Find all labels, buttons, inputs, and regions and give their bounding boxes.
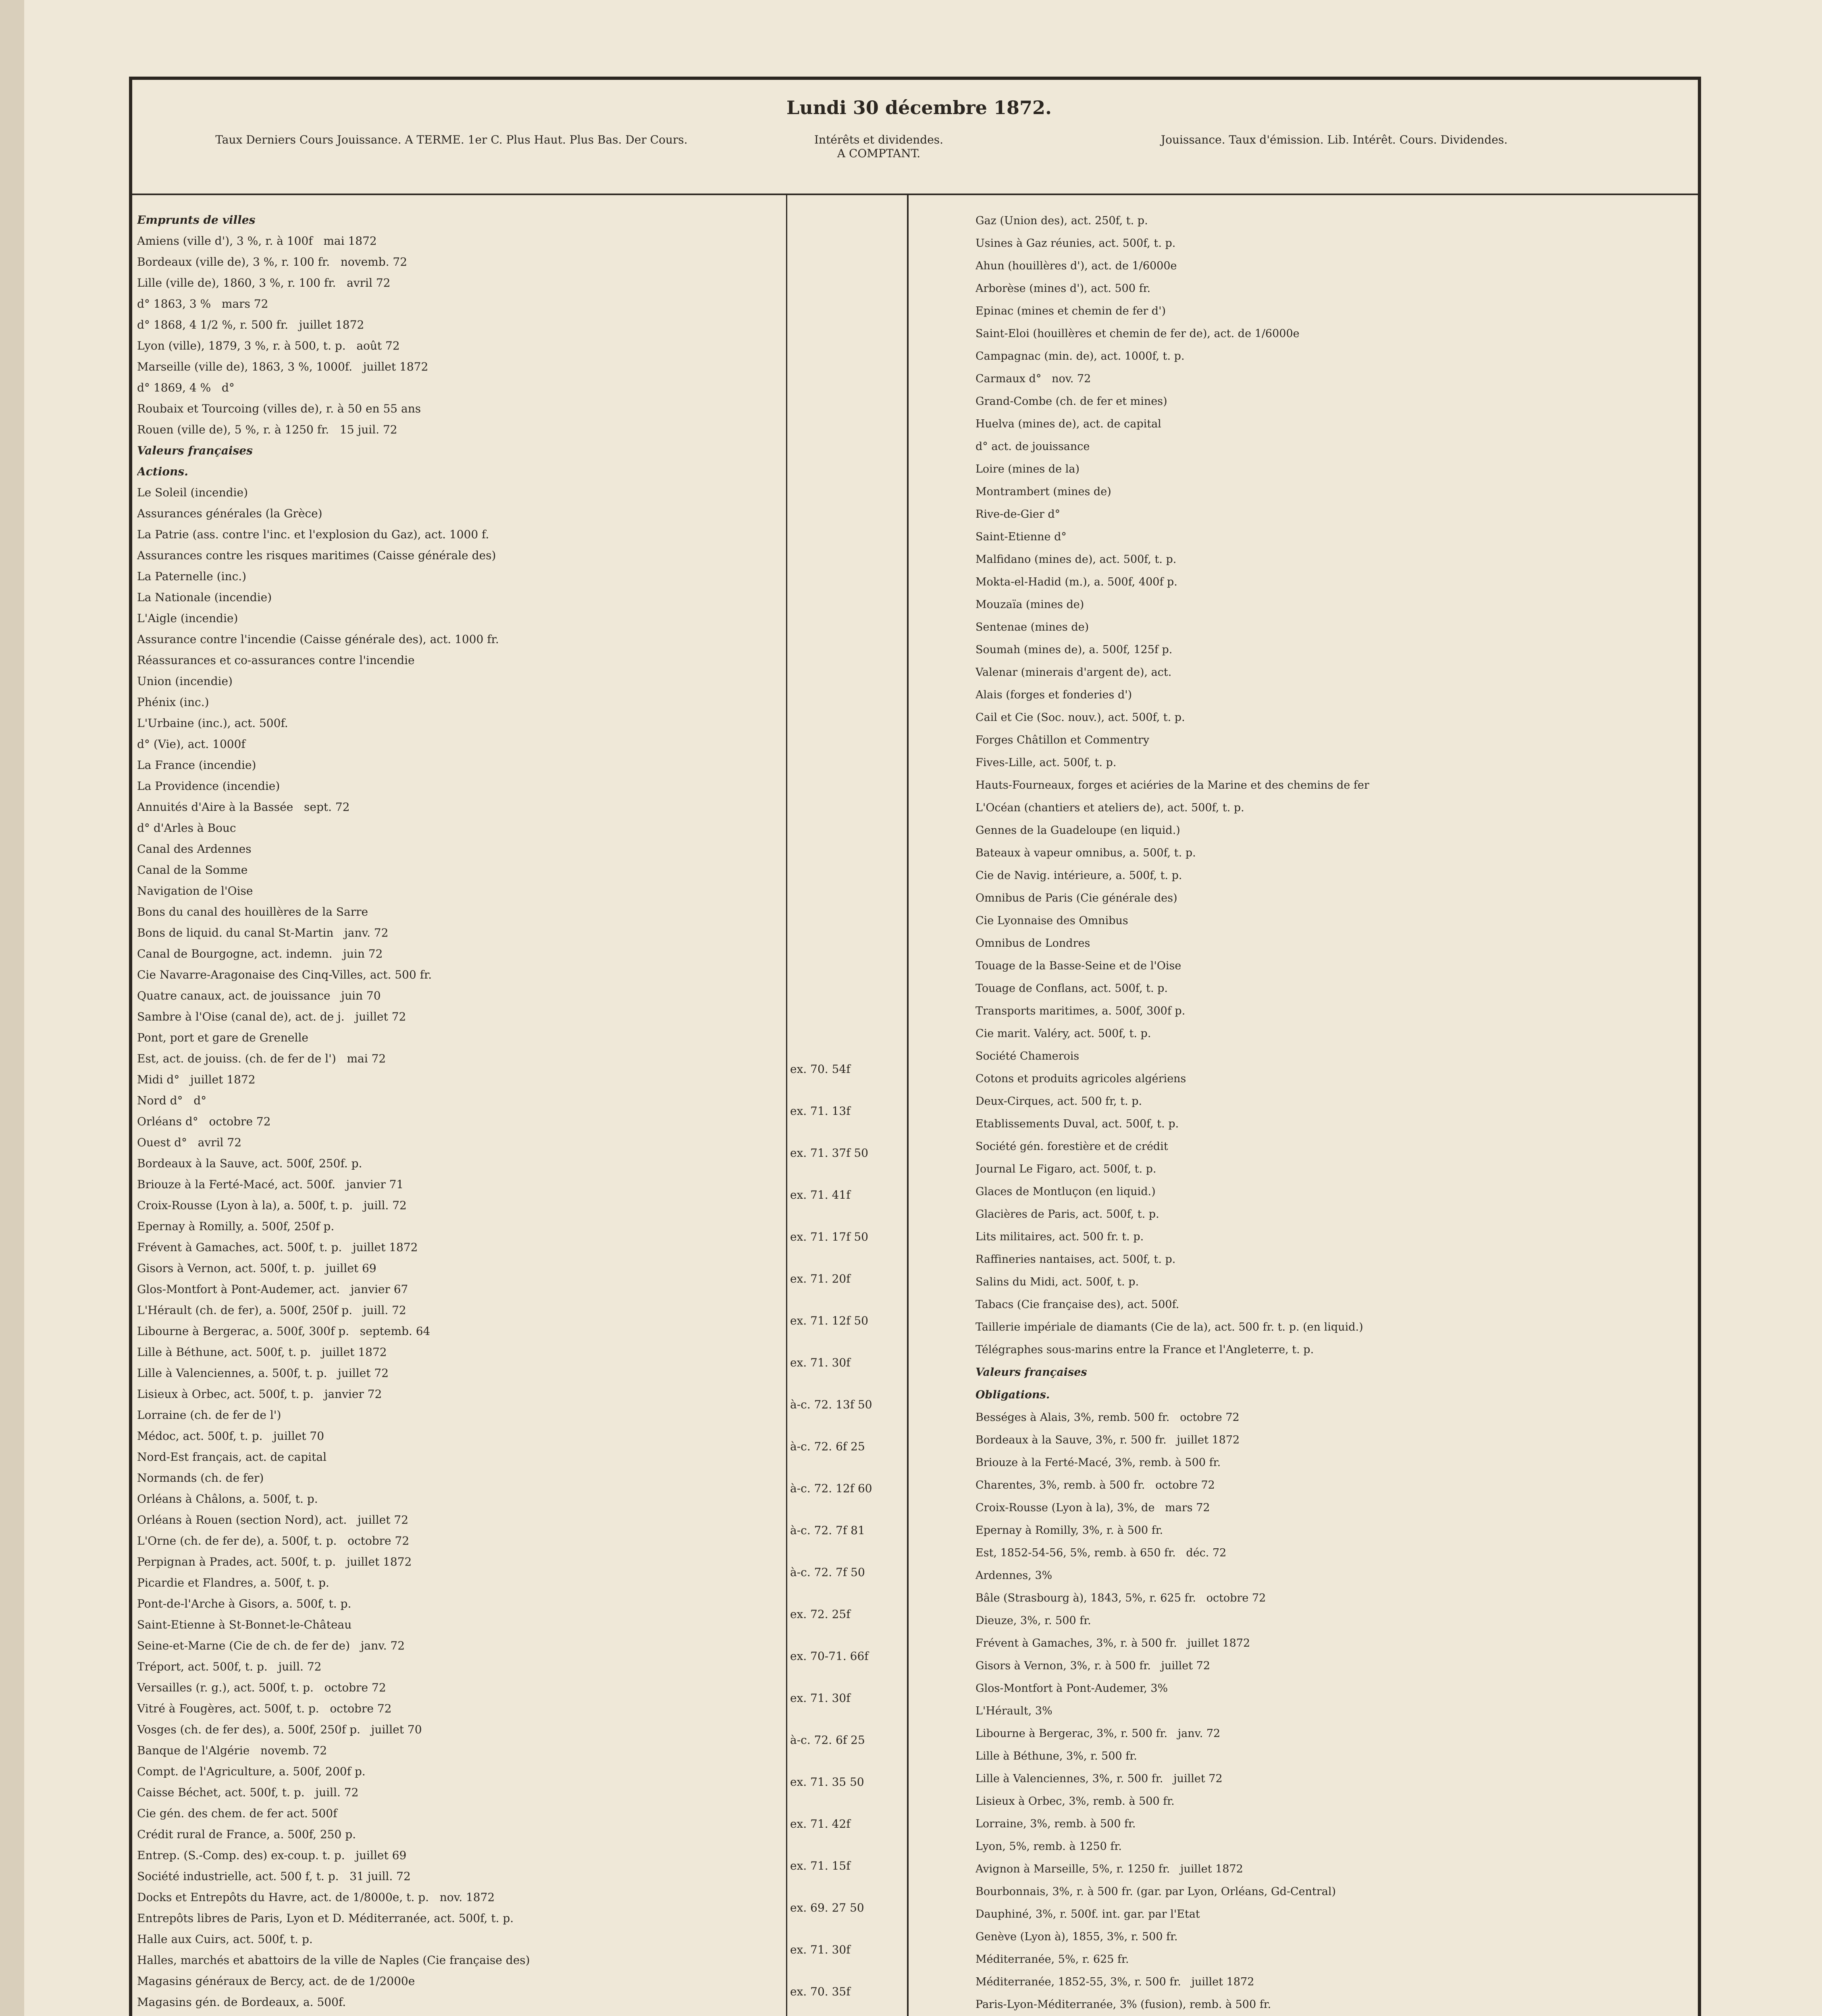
row-text: Dauphiné, 3%, r. 500f. int. gar. par l'Etat [975,1908,1200,1920]
row-text: Est, 1852-54-56, 5%, remb. à 650 fr. déc. 72 [975,1547,1227,1559]
row-text: Lille à Valenciennes, a. 500f, t. p. juillet 72 [137,1366,389,1380]
row-text: Forges Châtillon et Commentry [975,734,1150,746]
row-text: Carmaux d° nov. 72 [975,373,1091,385]
row-text: L'Orne (ch. de fer de), a. 500f, t. p. octobre 72 [137,1534,410,1547]
row-text: ex. 71. 12f 50 [790,1314,869,1327]
row-text: Vosges (ch. de fer des), a. 500f, 250f p. juillet 70 [137,1723,422,1736]
row-text: Salins du Midi, act. 500f, t. p. [975,1276,1139,1288]
row-text: Gennes de la Guadeloupe (en liquid.) [975,824,1180,837]
row-text: Valenar (minerais d'argent de), act. [975,666,1172,679]
row-text: L'Hérault, 3% [975,1705,1052,1717]
row-text: Ardennes, 3% [975,1569,1052,1582]
row-text: Cotons et produits agricoles algériens [975,1073,1186,1085]
row-text: Est, act. de jouiss. (ch. de fer de l') mai 72 [137,1052,386,1065]
row-text: Avignon à Marseille, 5%, r. 1250 fr. juillet 1872 [975,1863,1243,1875]
row-text: Lyon (ville), 1879, 3 %, r. à 500, t. p. août 72 [137,339,400,352]
row-text: Malfidano (mines de), act. 500f, t. p. [975,553,1177,566]
row-text: Saint-Etienne à St-Bonnet-le-Château [137,1618,352,1631]
row-text: Epinac (mines et chemin de fer d') [975,305,1166,317]
row-text: Bateaux à vapeur omnibus, a. 500f, t. p. [975,847,1196,859]
row-text: Société gén. forestière et de crédit [975,1140,1168,1153]
row-text: Société Chamerois [975,1050,1079,1062]
row-text: Epernay à Romilly, 3%, r. à 500 fr. [975,1524,1163,1537]
row-text: Mouzaïa (mines de) [975,598,1084,611]
row-text: Cie Lyonnaise des Omnibus [975,914,1128,927]
row-text: Lyon, 5%, remb. à 1250 fr. [975,1840,1122,1853]
row-text: Compt. de l'Agriculture, a. 500f, 200f p. [137,1765,366,1778]
row-text: Bons du canal des houillères de la Sarre [137,905,368,918]
row-text: Omnibus de Londres [975,937,1090,950]
row-text: Amiens (ville d'), 3 %, r. à 100f mai 1872 [137,234,377,248]
row-text: Cie Navarre-Aragonaise des Cinq-Villes, act. 500 fr. [137,968,432,981]
row-text: Lorraine (ch. de fer de l') [137,1408,281,1422]
middle-column [790,1048,967,2016]
row-text: Loire (mines de la) [975,463,1079,475]
row-text: L'Urbaine (inc.), act. 500f. [137,716,288,730]
row-text: Alais (forges et fonderies d') [975,689,1132,701]
row-text: Crédit rural de France, a. 500f, 250 p. [137,1828,356,1841]
row-text: ex. 71. 41f [790,1188,851,1202]
row-text: Lille (ville de), 1860, 3 %, r. 100 fr. avril 72 [137,276,391,289]
row-text: Charentes, 3%, remb. à 500 fr. octobre 72 [975,1479,1215,1491]
row-text: Saint-Etienne d° [975,531,1067,543]
row-text: Gisors à Vernon, 3%, r. à 500 fr. juillet 72 [975,1660,1211,1672]
row-text: Cie de Navig. intérieure, a. 500f, t. p. [975,869,1182,882]
row-text: Canal de Bourgogne, act. indemn. juin 72 [137,947,383,960]
row-text: Mokta-el-Hadid (m.), a. 500f, 400f p. [975,576,1177,588]
row-text: ex. 70-71. 66f [790,1649,869,1663]
row-text: d° 1868, 4 1/2 %, r. 500 fr. juillet 1872 [137,318,364,331]
row-text: ex. 70. 54f [790,1062,851,1076]
row-text: La Providence (incendie) [137,779,280,793]
row-text: Frévent à Gamaches, 3%, r. à 500 fr. juillet 1872 [975,1637,1250,1649]
row-text: Bességes à Alais, 3%, remb. 500 fr. octobre 72 [975,1411,1240,1424]
row-text: Annuités d'Aire à la Bassée sept. 72 [137,800,350,814]
row-text: Taillerie impériale de diamants (Cie de la), act. 500 fr. t. p. (en liquid.) [975,1321,1363,1333]
row-text: Raffineries nantaises, act. 500f, t. p. [975,1253,1176,1266]
row-text: Réassurances et co-assurances contre l'incendie [137,654,415,667]
row-text: Magasins gén. de Bordeaux, a. 500f. [137,1995,346,2009]
right-column [975,210,1693,2016]
row-text: d° (Vie), act. 1000f [137,737,245,751]
row-text: ex. 71. 13f [790,1104,851,1118]
row-text: à-c. 72. 12f 60 [790,1482,872,1495]
row-text: Touage de Conflans, act. 500f, t. p. [975,982,1168,995]
row-text: Tréport, act. 500f, t. p. juill. 72 [137,1660,322,1673]
row-text: ex. 71. 17f 50 [790,1230,869,1243]
row-text: La Nationale (incendie) [137,591,272,604]
row-text: Orléans à Rouen (section Nord), act. juillet 72 [137,1513,409,1527]
row-text: d° 1863, 3 % mars 72 [137,297,268,310]
left-header-text: Taux [215,133,243,146]
row-text: Rouen (ville de), 5 %, r. à 1250 fr. 15 juil. 72 [137,423,397,436]
row-text: Nord-Est français, act. de capital [137,1450,327,1464]
header-rule [129,194,1701,195]
row-text: Saint-Eloi (houillères et chemin de fer de), act. de 1/6000e [975,327,1300,340]
row-text: Normands (ch. de fer) [137,1471,264,1485]
row-text [790,2013,967,2016]
row-text: d° d'Arles à Bouc [137,821,236,835]
row-text: Obligations. [975,1389,1050,1401]
row-text: à-c. 72. 6f 25 [790,1440,865,1453]
row-text: Croix-Rousse (Lyon à la), 3%, de mars 72 [975,1502,1210,1514]
left-column [137,210,782,2016]
row-text: Libourne à Bergerac, a. 500f, 300f p. septemb. 64 [137,1325,431,1338]
row-text: Perpignan à Prades, act. 500f, t. p. juillet 1872 [137,1555,412,1568]
row-text: d° act. de jouissance [975,440,1090,453]
row-text: Frévent à Gamaches, act. 500f, t. p. juillet 1872 [137,1241,418,1254]
row-text: Lisieux à Orbec, act. 500f, t. p. janvier 72 [137,1387,382,1401]
row-text: ex. 71. 20f [790,1272,851,1285]
row-text: Campagnac (min. de), act. 1000f, t. p. [975,350,1185,362]
row-text: Glos-Montfort à Pont-Audemer, act. janvier 67 [137,1283,408,1296]
row-text: Dieuze, 3%, r. 500 fr. [975,1614,1091,1627]
row-text: Le Soleil (incendie) [137,486,248,499]
row-text: Assurances contre les risques maritimes (Caisse générale des) [137,549,496,562]
row-text: Orléans d° octobre 72 [137,1115,271,1128]
row-text: Valeurs françaises [137,444,253,457]
row-text: Méditerranée, 1852-55, 3%, r. 500 fr. juillet 1872 [975,1976,1254,1988]
left-rule [129,77,132,2016]
row-text: Huelva (mines de), act. de capital [975,418,1161,430]
row-text: ex. 70. 35f [790,1985,851,1998]
row-text: Halle aux Cuirs, act. 500f, t. p. [137,1933,313,1946]
row-text: Touage de la Basse-Seine et de l'Oise [975,960,1181,972]
row-text: d° 1869, 4 % d° [137,381,235,394]
right-header: Jouissance. Taux d'émission. Lib. Intérêt. Cours. Dividendes. [1161,133,1508,146]
right-rule [1698,77,1701,2016]
row-text: Omnibus de Paris (Cie générale des) [975,892,1177,904]
row-text: Cail et Cie (Soc. nouv.), act. 500f, t. p. [975,711,1185,724]
row-text: Usines à Gaz réunies, act. 500f, t. p. [975,237,1176,250]
row-text: Cie marit. Valéry, act. 500f, t. p. [975,1027,1151,1040]
row-text: Sambre à l'Oise (canal de), act. de j. juillet 72 [137,1010,406,1023]
row-text: L'Océan (chantiers et ateliers de), act. 500f, t. p. [975,802,1244,814]
row-text: Paris-Lyon-Méditerranée, 3% (fusion), remb. à 500 fr. [975,1998,1271,2011]
row-text: Vitré à Fougères, act. 500f, t. p. octobre 72 [137,1702,392,1715]
row-text: Seine-et-Marne (Cie de ch. de fer de) janv. 72 [137,1639,405,1652]
page-gutter [0,0,24,2016]
row-text: Canal des Ardennes [137,842,252,856]
row-text: Grand-Combe (ch. de fer et mines) [975,395,1167,408]
row-text: La Patrie (ass. contre l'inc. et l'explosion du Gaz), act. 1000 f. [137,528,489,541]
row-text: Assurance contre l'incendie (Caisse générale des), act. 1000 fr. [137,633,499,646]
row-text: Montrambert (mines de) [975,485,1111,498]
row-text: Bourbonnais, 3%, r. à 500 fr. (gar. par Lyon, Orléans, Gd-Central) [975,1885,1336,1898]
row-text: ex. 71. 35 50 [790,1775,864,1789]
row-text: Bons de liquid. du canal St-Martin janv. 72 [137,926,389,939]
row-text: ex. 71. 30f [790,1943,851,1956]
row-text: Quatre canaux, act. de jouissance juin 70 [137,989,381,1002]
row-text: à-c. 72. 13f 50 [790,1398,872,1411]
row-text: Bâle (Strasbourg à), 1843, 5%, r. 625 fr. octobre 72 [975,1592,1266,1604]
row-text: Ahun (houillères d'), act. de 1/6000e [975,260,1177,272]
row-text: Briouze à la Ferté-Macé, act. 500f. janvier 71 [137,1178,404,1191]
row-text: Midi d° juillet 1872 [137,1073,256,1086]
row-text: Hauts-Fourneaux, forges et aciéries de la Marine et des chemins de fer [975,779,1369,791]
row-text: Tabacs (Cie française des), act. 500f. [975,1298,1179,1311]
row-text: Arborèse (mines d'), act. 500 fr. [975,282,1151,295]
row-text: ex. 71. 37f 50 [790,1146,869,1160]
middle-divider [786,194,787,2016]
row-text: Nord d° d° [137,1094,207,1107]
row-text: Genève (Lyon à), 1855, 3%, r. 500 fr. [975,1931,1178,1943]
row-text: Bordeaux à la Sauve, 3%, r. 500 fr. juillet 1872 [975,1434,1240,1446]
row-text: Entrep. (S.-Comp. des) ex-coup. t. p. juillet 69 [137,1849,407,1862]
row-text: Pont, port et gare de Grenelle [137,1031,308,1044]
row-text: Soumah (mines de), a. 500f, 125f p. [975,644,1173,656]
row-text: Picardie et Flandres, a. 500f, t. p. [137,1576,329,1589]
row-text: Méditerranée, 5%, r. 625 fr. [975,1953,1129,1966]
row-text: Gaz (Union des), act. 250f, t. p. [975,215,1148,227]
row-text: Bordeaux (ville de), 3 %, r. 100 fr. novemb. 72 [137,255,408,269]
middle-header: Intérêts et dividendes. A COMPTANT. [814,133,944,160]
top-rule [129,77,1701,80]
row-text: Lille à Béthune, act. 500f, t. p. juillet 1872 [137,1345,387,1359]
row-text: Versailles (r. g.), act. 500f, t. p. octobre 72 [137,1681,386,1694]
row-text: Docks et Entrepôts du Havre, act. de 1/8000e, t. p. nov. 1872 [137,1891,495,1904]
row-text: Médoc, act. 500f, t. p. juillet 70 [137,1429,324,1443]
row-text: Lorraine, 3%, remb. à 500 fr. [975,1818,1136,1830]
row-text: Etablissements Duval, act. 500f, t. p. [975,1118,1179,1130]
row-text: Croix-Rousse (Lyon à la), a. 500f, t. p. juill. 72 [137,1199,407,1212]
row-text: Banque de l'Algérie novemb. 72 [137,1744,327,1757]
left-header: Taux Derniers Cours Jouissance. A TERME. 1er C. Plus Haut. Plus Bas. Der Cours. [215,133,688,146]
row-text: L'Hérault (ch. de fer), a. 500f, 250f p. juill. 72 [137,1304,406,1317]
row-text: Emprunts de villes [137,213,256,227]
row-text: Assurances générales (la Grèce) [137,507,322,520]
row-text: Lisieux à Orbec, 3%, remb. à 500 fr. [975,1795,1175,1808]
row-text: Sentenae (mines de) [975,621,1089,633]
row-text: Magasins généraux de Bercy, act. de de 1/2000e [137,1974,415,1988]
row-text: Marseille (ville de), 1863, 3 %, 1000f. juillet 1872 [137,360,428,373]
row-text: Rive-de-Gier d° [975,508,1061,521]
row-text: ex. 72. 25f [790,1608,851,1621]
row-text: Lille à Béthune, 3%, r. 500 fr. [975,1750,1137,1762]
row-text: Télégraphes sous-marins entre la France et l'Angleterre, t. p. [975,1343,1314,1356]
row-text: à-c. 72. 7f 81 [790,1524,865,1537]
row-text: Briouze à la Ferté-Macé, 3%, remb. à 500 fr. [975,1456,1221,1469]
row-text: Canal de la Somme [137,863,248,877]
row-text: Epernay à Romilly, a. 500f, 250f p. [137,1220,335,1233]
row-text: Phénix (inc.) [137,696,209,709]
row-text: Cie gén. des chem. de fer act. 500f [137,1807,337,1820]
row-text: ex. 71. 30f [790,1691,851,1705]
row-text: ex. 71. 42f [790,1817,851,1831]
row-text [137,2013,782,2016]
row-text: Valeurs françaises [975,1366,1087,1379]
row-text: Société industrielle, act. 500 f, t. p. 31 juill. 72 [137,1870,411,1883]
row-text: Lits militaires, act. 500 fr. t. p. [975,1231,1144,1243]
row-text: La Paternelle (inc.) [137,570,247,583]
row-text: Journal Le Figaro, act. 500f, t. p. [975,1163,1156,1175]
row-text: L'Aigle (incendie) [137,612,238,625]
row-text: Ouest d° avril 72 [137,1136,242,1149]
row-text: Orléans à Châlons, a. 500f, t. p. [137,1492,318,1506]
row-text: Bordeaux à la Sauve, act. 500f, 250f. p. [137,1157,362,1170]
row-text: ex. 71. 15f [790,1859,851,1872]
row-text: Halles, marchés et abattoirs de la ville de Naples (Cie française des) [137,1954,530,1967]
row-text: Transports maritimes, a. 500f, 300f p. [975,1005,1186,1017]
row-text: à-c. 72. 7f 50 [790,1566,865,1579]
row-text: Pont-de-l'Arche à Gisors, a. 500f, t. p. [137,1597,352,1610]
row-text: Entrepôts libres de Paris, Lyon et D. Méditerranée, act. 500f, t. p. [137,1912,514,1925]
row-text: Deux-Cirques, act. 500 fr, t. p. [975,1095,1142,1108]
row-text: La France (incendie) [137,758,256,772]
row-text: Glos-Montfort à Pont-Audemer, 3% [975,1682,1168,1695]
row-text: ex. 69. 27 50 [790,1901,864,1914]
row-text: Glacières de Paris, act. 500f, t. p. [975,1208,1159,1220]
row-text: Navigation de l'Oise [137,884,253,898]
page-title: Lundi 30 décembre 1872. [786,97,1052,119]
row-text: à-c. 72. 6f 25 [790,1733,865,1747]
row-text: Libourne à Bergerac, 3%, r. 500 fr. janv. 72 [975,1727,1221,1740]
row-text: ex. 71. 30f [790,1356,851,1369]
row-text: Lille à Valenciennes, 3%, r. 500 fr. juillet 72 [975,1772,1223,1785]
row-text: Fives-Lille, act. 500f, t. p. [975,756,1117,769]
row-text: Roubaix et Tourcoing (villes de), r. à 50 en 55 ans [137,402,432,415]
row-text: Actions. [137,465,188,478]
row-text: Glaces de Montluçon (en liquid.) [975,1185,1156,1198]
row-text: Caisse Béchet, act. 500f, t. p. juill. 72 [137,1786,359,1799]
row-text: Gisors à Vernon, act. 500f, t. p. juillet 69 [137,1262,376,1275]
row-text: Union (incendie) [137,675,233,688]
